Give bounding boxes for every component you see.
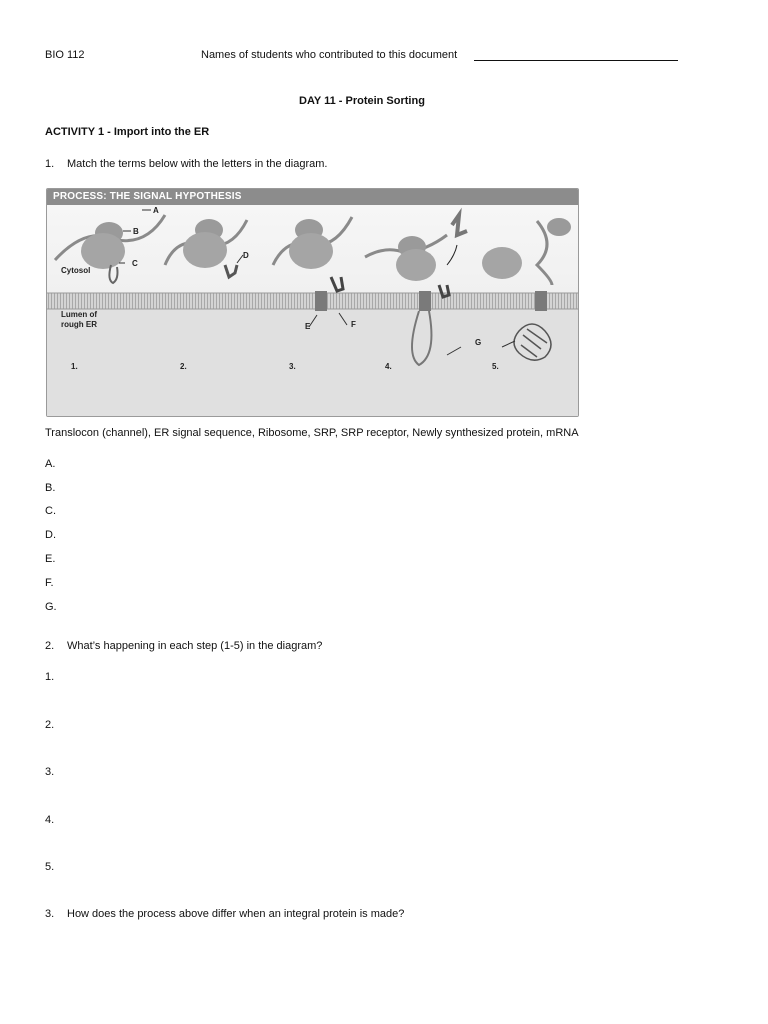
question-3-number: 3.: [45, 908, 55, 920]
question-2-number: 2.: [45, 640, 55, 652]
label-g: G: [475, 338, 482, 347]
step-answer-3[interactable]: 3.: [45, 766, 55, 778]
figure-diagram: [47, 205, 578, 416]
answer-g[interactable]: G.: [45, 601, 57, 613]
label-c: C: [132, 259, 138, 268]
step-answer-5[interactable]: 5.: [45, 861, 55, 873]
er-membrane: [47, 293, 578, 309]
answer-d[interactable]: D.: [45, 529, 56, 541]
step-label-5: 5.: [492, 362, 499, 371]
label-cytosol: Cytosol: [61, 266, 91, 275]
figure-title-bar: [47, 189, 578, 205]
answer-a[interactable]: A.: [45, 458, 56, 470]
question-1-text: Match the terms below with the letters in the diagram.: [67, 158, 328, 170]
step-label-4: 4.: [385, 362, 392, 371]
answer-b[interactable]: B.: [45, 482, 56, 494]
label-lumen-2: rough ER: [61, 320, 97, 329]
label-lumen-1: Lumen of: [61, 310, 97, 319]
page-title: DAY 11 - Protein Sorting: [299, 95, 425, 107]
step-answer-1[interactable]: 1.: [45, 671, 55, 683]
step-label-1: 1.: [71, 362, 78, 371]
label-a: A: [153, 206, 159, 215]
question-1-number: 1.: [45, 158, 55, 170]
activity-heading: ACTIVITY 1 - Import into the ER: [45, 126, 210, 138]
label-e: E: [305, 322, 311, 331]
signal-hypothesis-figure: [46, 188, 579, 417]
step-label-2: 2.: [180, 362, 187, 371]
term-list: Translocon (channel), ER signal sequence, Ribosome, SRP, SRP receptor, Newly synthesized protein, mRNA: [45, 427, 579, 439]
figure-title: PROCESS: THE SIGNAL HYPOTHESIS: [53, 191, 242, 202]
answer-c[interactable]: C.: [45, 505, 56, 517]
step-answer-4[interactable]: 4.: [45, 814, 55, 826]
label-d: D: [243, 251, 249, 260]
names-label: Names of students who contributed to this document: [201, 49, 458, 61]
answer-f[interactable]: F.: [45, 577, 54, 589]
question-2-text: What’s happening in each step (1-5) in the diagram?: [67, 640, 323, 652]
course-code: BIO 112: [45, 49, 85, 61]
names-blank-line[interactable]: [474, 60, 678, 61]
step-answer-2[interactable]: 2.: [45, 719, 55, 731]
label-f: F: [351, 320, 356, 329]
answer-e[interactable]: E.: [45, 553, 56, 565]
label-b: B: [133, 227, 139, 236]
question-3-text: How does the process above differ when an integral protein is made?: [67, 908, 405, 920]
step-label-3: 3.: [289, 362, 296, 371]
